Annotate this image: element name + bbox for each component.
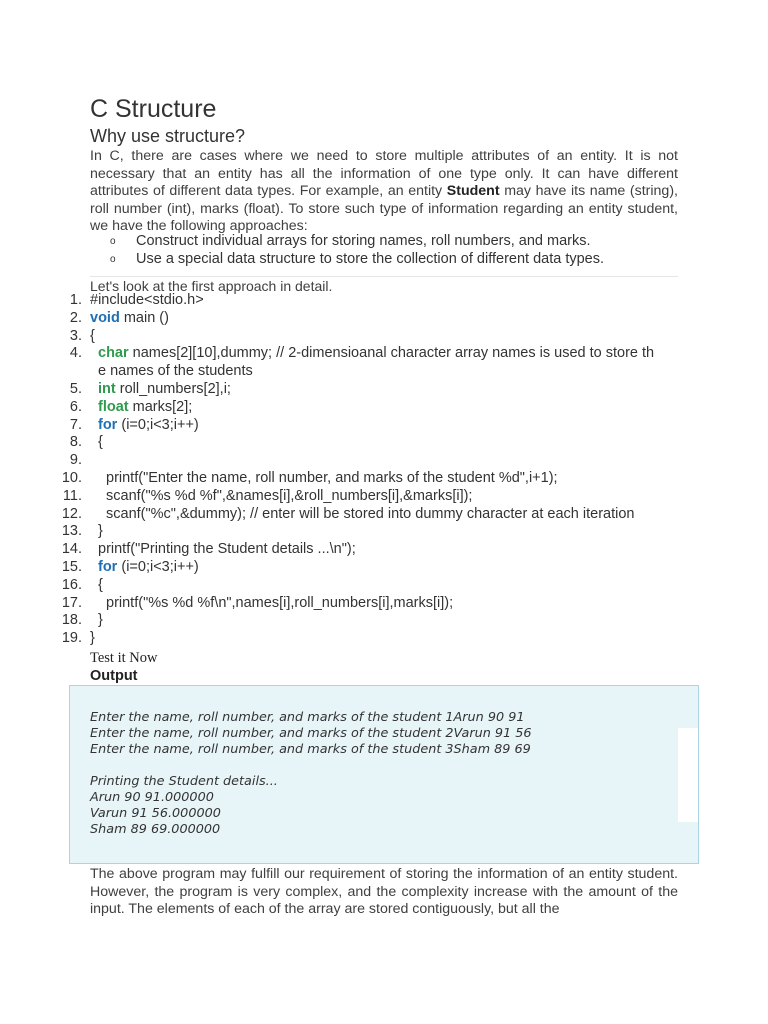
code-rest: e names of the students: [98, 363, 253, 380]
approach-intro: Let's look at the first approach in detail.: [90, 278, 333, 294]
code-line: [40, 345, 680, 363]
code-rest: marks[2];: [128, 398, 193, 415]
approach-list: [110, 232, 680, 268]
code-line: [40, 381, 680, 399]
code-line: [40, 399, 680, 417]
line-number: 5.: [69, 380, 82, 397]
code-rest: printf("%s %d %f\n",names[i],roll_numbers[i],marks[i]);: [106, 594, 454, 611]
code-rest: {: [90, 327, 95, 344]
line-number: 14.: [61, 541, 82, 558]
line-number: 17.: [61, 594, 82, 611]
line-number: 1.: [69, 292, 82, 308]
code-rest: roll_numbers[2],i;: [115, 380, 231, 397]
code-rest: {: [98, 434, 103, 451]
code-keyword: for: [98, 558, 118, 575]
code-line: [40, 328, 680, 346]
code-keyword: for: [98, 416, 118, 433]
line-number: 8.: [69, 434, 82, 451]
output-line: Arun 90 91.000000: [90, 790, 214, 805]
code-keyword: float: [98, 398, 129, 415]
output-line: [90, 758, 532, 774]
code-rest: }: [90, 630, 95, 647]
code-line: [40, 577, 680, 595]
closing-paragraph: The above program may fulfill our requirement of storing the information of an entity student. However, the program is very complex, and the complexity increase with the amount of the input. The elements of each of the array are stored contiguously, but all the: [90, 866, 678, 918]
line-number: 19.: [61, 630, 82, 647]
test-it-now-link[interactable]: Test it Now: [90, 650, 158, 666]
section-heading: Why use structure?: [90, 126, 246, 146]
code-text: [90, 523, 103, 539]
code-rest: main (): [119, 309, 169, 326]
list-item-text: Construct individual arrays for storing names, roll numbers, and marks.: [136, 233, 591, 249]
line-number: 13.: [61, 523, 82, 540]
code-rest: names[2][10],dummy; // 2-dimensioanal character array names is used to store th: [128, 345, 655, 362]
code-text: [90, 630, 95, 646]
code-text: [90, 506, 634, 522]
output-box: [69, 685, 699, 864]
code-text: [90, 577, 103, 593]
output-line: Printing the Student details...: [90, 774, 278, 789]
output-text: [90, 710, 532, 838]
output-line: Sham 89 69.000000: [90, 822, 221, 837]
code-text: [90, 595, 453, 611]
code-rest: printf("Printing the Student details ...\n");: [98, 541, 356, 558]
code-text: [90, 559, 199, 575]
code-text: [90, 399, 192, 415]
code-rest: scanf("%c",&dummy); // enter will be stored into dummy character at each iteration: [106, 505, 635, 522]
code-text: [90, 434, 103, 450]
page-title: C Structure: [90, 95, 217, 123]
code-line: [40, 488, 680, 506]
code-text: [90, 488, 472, 504]
intro-paragraph: [90, 148, 678, 236]
code-rest: {: [98, 576, 103, 593]
code-listing: [40, 292, 680, 648]
bullet-marker: o: [110, 236, 116, 247]
line-number: 16.: [61, 576, 82, 593]
output-line: Enter the name, roll number, and marks of the student 3Sham 89 69: [90, 742, 531, 757]
line-number: 18.: [61, 612, 82, 629]
code-rest: printf("Enter the name, roll number, and marks of the student %d",i+1);: [106, 469, 558, 486]
intro-bold-term: Student: [446, 183, 500, 200]
code-text: [90, 292, 204, 308]
output-box-notch: [678, 728, 698, 822]
line-number: 3.: [69, 327, 82, 344]
line-number: 12.: [61, 505, 82, 522]
line-number: 10.: [61, 469, 82, 486]
code-line: [40, 559, 680, 577]
intro-text-1: In C, there are cases where we need to store multiple attributes of an entity. It is not necessary that an entity has all the information of one type only. It can have different attributes of different data types. For example, an entity: [90, 148, 678, 200]
list-item-text: Use a special data structure to store the collection of different data types.: [136, 251, 605, 267]
code-line: [40, 470, 680, 488]
code-line: [40, 452, 680, 470]
code-keyword: void: [90, 309, 120, 326]
list-item: [110, 250, 680, 268]
code-line: [40, 363, 680, 381]
line-number: 2.: [69, 309, 82, 326]
code-line: [40, 310, 680, 328]
code-text: [90, 417, 199, 433]
line-number: 9.: [69, 452, 82, 469]
code-line: [40, 541, 680, 559]
line-number: 6.: [69, 398, 82, 415]
code-line: [40, 417, 680, 435]
code-rest: (i=0;i<3;i++): [117, 416, 199, 433]
code-rest: #include<stdio.h>: [90, 292, 204, 308]
output-line: Varun 91 56.000000: [90, 806, 221, 821]
code-rest: }: [98, 523, 103, 540]
code-line: [40, 612, 680, 630]
line-number: 7.: [69, 416, 82, 433]
code-line: [40, 523, 680, 541]
code-line: [40, 595, 680, 613]
code-line: [40, 434, 680, 452]
code-line: [40, 292, 680, 310]
code-rest: (i=0;i<3;i++): [117, 558, 199, 575]
intro-text-2: may have its name (string), roll number (int), marks (float). To store such type of information regarding an entity student, we have the following approaches:: [90, 183, 678, 235]
code-text: [90, 452, 98, 468]
code-keyword: char: [98, 345, 129, 362]
line-number: 15.: [61, 558, 82, 575]
code-keyword: int: [98, 380, 116, 397]
code-text: [90, 612, 103, 628]
code-line: [40, 630, 680, 648]
output-line: Enter the name, roll number, and marks of the student 1Arun 90 91: [90, 710, 525, 725]
output-line: Enter the name, roll number, and marks of the student 2Varun 91 56: [90, 726, 532, 741]
line-number: 11.: [62, 487, 82, 504]
code-text: [90, 328, 95, 344]
code-text: [90, 541, 356, 557]
code-text: [90, 381, 231, 397]
code-line: [40, 506, 680, 524]
code-rest: }: [98, 612, 103, 629]
list-item: [110, 232, 680, 250]
bullet-marker: o: [110, 254, 116, 265]
line-number: 4.: [69, 345, 82, 362]
code-text: [90, 470, 558, 486]
output-label: Output: [90, 668, 138, 684]
code-text: [90, 310, 169, 326]
code-rest: scanf("%s %d %f",&names[i],&roll_numbers[i],&marks[i]);: [106, 487, 473, 504]
code-text: [90, 345, 654, 361]
code-text: [90, 363, 253, 379]
